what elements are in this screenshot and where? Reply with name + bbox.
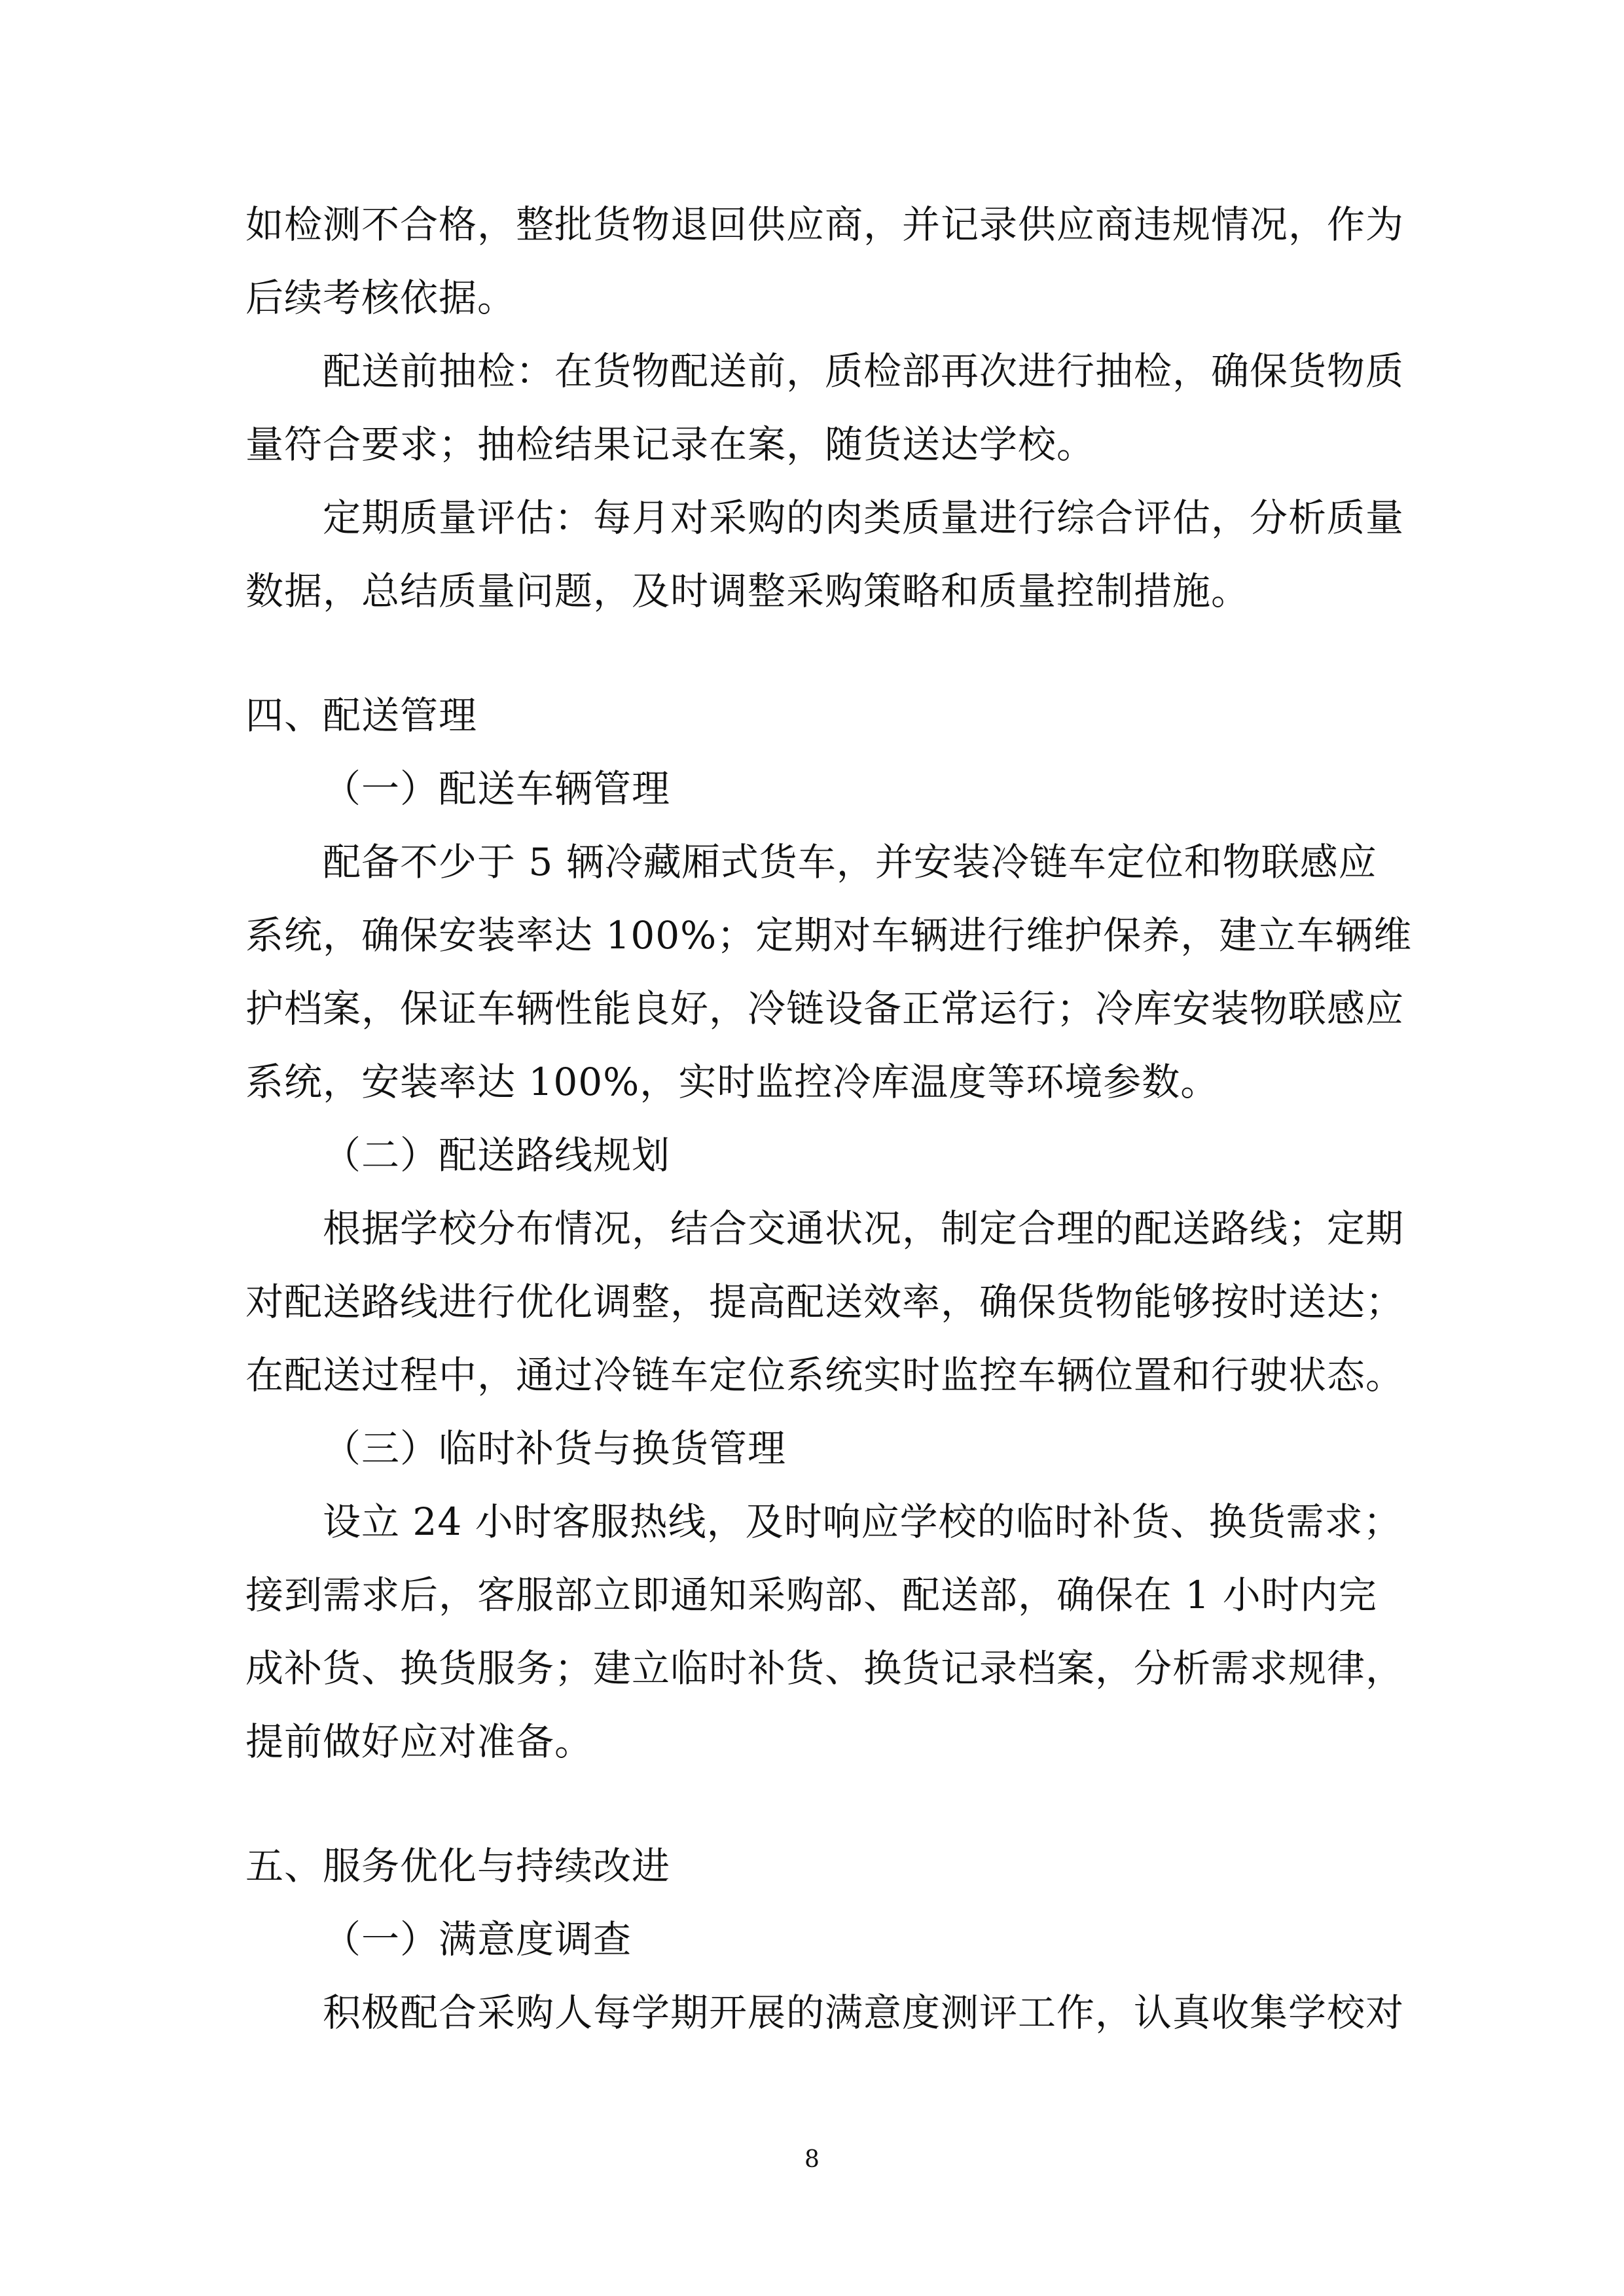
body-text-line: 系统，安装率达 100%，实时监控冷库温度等环境参数。 — [245, 1060, 1219, 1104]
section-heading: 四、配送管理 — [245, 693, 478, 738]
body-text-line: 后续考核依据。 — [245, 276, 516, 320]
page-number: 8 — [804, 2146, 820, 2173]
body-text-line: 配备不少于 5 辆冷藏厢式货车，并安装冷链车定位和物联感应 — [323, 840, 1377, 884]
body-text-line: 接到需求后，客服部立即通知采购部、配送部，确保在 1 小时内完 — [245, 1573, 1377, 1617]
body-text-line: 护档案，保证车辆性能良好，冷链设备正常运行；冷库安装物联感应 — [245, 986, 1405, 1031]
body-text-line: 成补货、换货服务；建立临时补货、换货记录档案，分析需求规律， — [245, 1646, 1405, 1691]
body-text-line: 数据，总结质量问题，及时调整采购策略和质量控制措施。 — [245, 569, 1250, 613]
subsection-heading: （二）配送路线规划 — [323, 1133, 671, 1177]
subsection-heading: （一）满意度调查 — [323, 1917, 632, 1962]
body-text-line: 在配送过程中，通过冷链车定位系统实时监控车辆位置和行驶状态。 — [245, 1353, 1405, 1397]
body-text-line: 配送前抽检：在货物配送前，质检部再次进行抽检，确保货物质 — [323, 349, 1405, 393]
body-text-line: 积极配合采购人每学期开展的满意度测评工作，认真收集学校对 — [323, 1990, 1405, 2035]
body-text-line: 如检测不合格，整批货物退回供应商，并记录供应商违规情况，作为 — [245, 202, 1405, 247]
body-text-line: 设立 24 小时客服热线，及时响应学校的临时补货、换货需求； — [323, 1499, 1402, 1544]
subsection-heading: （三）临时补货与换货管理 — [323, 1426, 787, 1471]
subsection-heading: （一）配送车辆管理 — [323, 766, 671, 811]
body-text-line: 定期质量评估：每月对采购的肉类质量进行综合评估，分析质量 — [323, 495, 1405, 540]
body-text-line: 系统，确保安装率达 100%；定期对车辆进行维护保养，建立车辆维 — [245, 913, 1413, 958]
body-text-line: 提前做好应对准备。 — [245, 1719, 594, 1764]
body-text-line: 对配送路线进行优化调整，提高配送效率，确保货物能够按时送达； — [245, 1280, 1405, 1324]
section-heading: 五、服务优化与持续改进 — [245, 1844, 671, 1888]
body-text-line: 量符合要求；抽检结果记录在案，随货送达学校。 — [245, 422, 1096, 467]
body-text-line: 根据学校分布情况，结合交通状况，制定合理的配送路线；定期 — [323, 1206, 1405, 1251]
